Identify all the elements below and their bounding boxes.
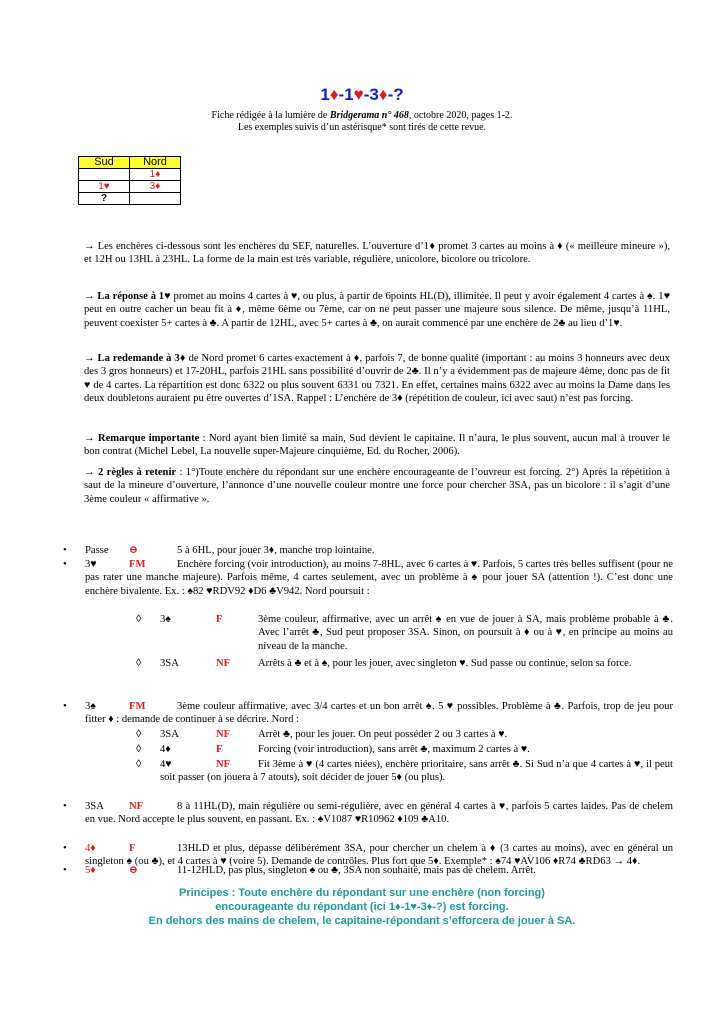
bid-cell: 1♦ [130,169,181,181]
principes-box [0,886,724,928]
bid-cell: 1♥ [79,181,130,193]
regles-paragraph: → 2 règles à retenir : 1°)Toute enchère du répondant sur une enchère encourageante de l’ouvreur est forcing. 2°) Après la répétition à saut de la mineure d’ouverture, l’annonce d’une nouvelle couleur montre une force pour chercher 3SA, pas un bicolore : il s’agit d’une 3ème couleur « affirmative ». [84,467,670,505]
subtitle-line-1: Fiche rédigée à la lumière de Bridgerama n° 468, octobre 2020, pages 1-2. [211,110,513,121]
bid-cell [130,193,181,205]
header-sud: Sud [79,157,130,169]
bid-cell: ? [79,193,130,205]
redemande-paragraph: → La redemande à 3♦ de Nord promet 6 cartes exactement à ♦, parfois 7, de bonne qualité (important : au moins 3 honneurs avec deux des 3 gros honneurs) et 17-20HL, parfois 21HL sans possibilité d’ouvrir de 2♣. Il n’y a évidemment pas de majeure 4ème, donc pas de fit ♥ de 4 cartes. La répartition est donc 6322 ou plus souvent 6331 ou 7321. En effet, certaines mains 6322 avec au moins la Dame dans les deux doubletons auraient pu être ouvertes d’1SA. Rappel : L’enchère de 3♦ (répétition de couleur, ici avec saut) n’est pas forcing. [84,353,670,405]
bidding-table [78,156,181,205]
bid-cell [79,169,130,181]
remarque-paragraph: → Remarque importante : Nord ayant bien limité sa main, Sud devient le capitaine. Il n’aura, le plus souvent, aucun mal à trouver le bon contrat (Michel Lebel, La nouvelle super-Majeure cinquième, Ed. du Rocher, 2006). [84,433,671,458]
bid-code: ⊖ [129,865,138,876]
reponse-paragraph: → La réponse à 1♥ promet au moins 4 cartes à ♥, ou plus, à partir de 6points HL(D), illimitée. Il peut y avoir également 4 cartes à ♠. 1♥ peut en outre cacher un beau fit à ♦, même 6ème ou 7ème, car on ne peut passer une majeure sous silence. De même, jusqu’à 11HL, peuvent coexister 5+ cartes à ♣. A partir de 12HL, avec 5+ cartes à ♣, on aurait commencé par une enchère de 2♣ au lieu d’1♥. [84,291,670,329]
list-item: • 5♦ ⊖ 11-12HLD, pas plus, singleton ♠ ou ♣, 3SA non souhaité, mais pas de chelem. Arrêt. [63,865,536,876]
page-title: 1♦-1♥-3♦-? [320,85,404,104]
intro-paragraph: → Les enchères ci-dessous sont les enchères du SEF, naturelles. L’ouverture d’1♦ promet 3 cartes au moins à ♦ (« meilleure mineure »), et 12H ou 13HL à 23HL. La forme de la main est très variable, régulière, unicolore, bicolore ou tricolore. [84,241,670,266]
principes-line-3: En dehors des mains de chelem, le capitaine-répondant s’efforcera de jouer à SA. [148,915,576,927]
bid-text: 11-12HLD, pas plus, singleton ♠ ou ♣, 3SA non souhaité, mais pas de chelem. Arrêt. [177,865,536,876]
subtitle-line-2: Les exemples suivis d’un astérisque* sont tirés de cette revue. [237,122,487,133]
principes-line-2: encourageante du répondant (ici 1♦-1♥-3♦-?) est forcing. [215,901,509,913]
bid-cell: 3♦ [130,181,181,193]
header-nord: Nord [130,157,181,169]
bid-label: 5♦ [85,865,96,876]
principes-line-1: Principes : Toute enchère du répondant sur une enchère (non forcing) [179,887,545,899]
